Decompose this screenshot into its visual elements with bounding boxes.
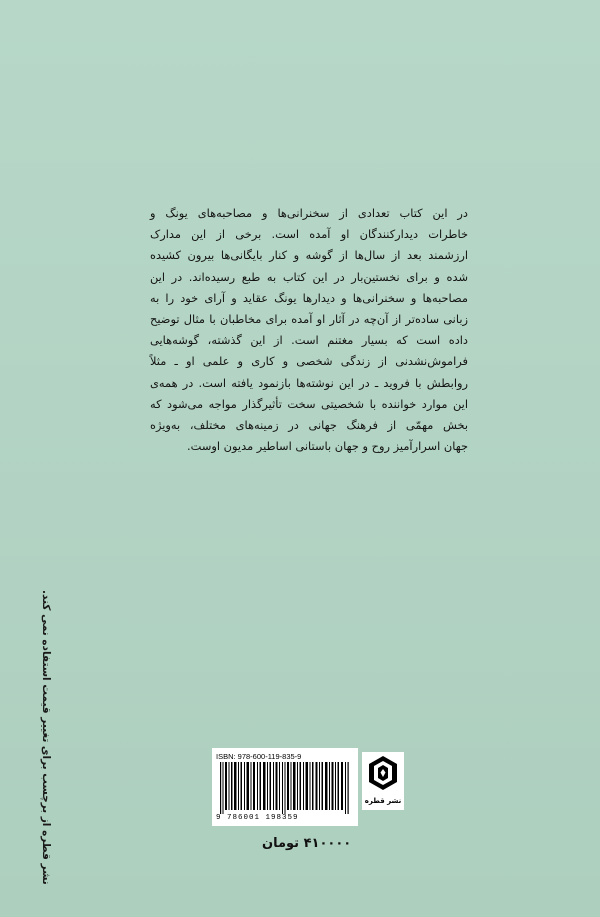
blurb-line: شده و برای نخستین‌بار در این کتاب به طبع رسیده‌اند. در این — [150, 269, 468, 284]
blurb-text — [150, 203, 468, 457]
blurb-line: داده است که بسیار مغتنم است. از این گذشته، گوشه‌هایی — [150, 333, 468, 348]
blurb-line: این موارد خواننده با شخصیتی سخت تأثیرگذار مواجه می‌شود که — [150, 396, 468, 411]
barcode-digits: 9 786001 198359 — [216, 814, 299, 822]
publisher-logo — [362, 752, 404, 810]
blurb-line: فراموش‌نشدنی از زندگی شخصی و کاری و علمی او ـ مثلاً — [150, 354, 468, 369]
blurb-line: در این کتاب تعدادی از سخنرانی‌ها و مصاحبه‌های یونگ و — [150, 206, 468, 220]
publisher-name: نشر قطره — [364, 797, 402, 805]
isbn-barcode-block — [212, 748, 358, 826]
isbn-label: ISBN: 978-600-119-835-9 — [216, 752, 302, 761]
price-label: ۴۱۰۰۰۰ تومان — [262, 836, 352, 851]
publisher-emblem-icon — [367, 755, 399, 795]
blurb-line: بخش مهمّی از فرهنگ جهانی در زمینه‌های مختلف، به‌ویژه — [150, 418, 468, 433]
blurb-line: زبانی ساده‌تر از آن‌چه در آثار او آمده برای مخاطبان با مثال توضیح — [150, 312, 468, 327]
blurb-line: مصاحبه‌ها و سخنرانی‌ها و دیدارها یونگ عقاید و آرای خود را به — [150, 290, 468, 305]
barcode-icon — [218, 762, 352, 814]
price-sticker-note: نشر قطره از برچسب برای تغییر قیمت استفاده نمی کند. — [40, 590, 52, 885]
blurb-line: خاطرات دیدارکنندگان او آمده است. برخی از این مدارک — [150, 227, 468, 242]
blurb-line: روابطش با فروید ـ در این نوشته‌ها بازنمود یافته است. در همه‌ی — [150, 375, 468, 390]
blurb-line: جهان اسرارآمیز روح و جهان باستانی اساطیر مدیون اوست. — [187, 439, 468, 454]
blurb-line: ارزشمند بعد از سال‌ها از گوشه و کنار بایگانی‌ها بیرون کشیده — [150, 248, 468, 263]
